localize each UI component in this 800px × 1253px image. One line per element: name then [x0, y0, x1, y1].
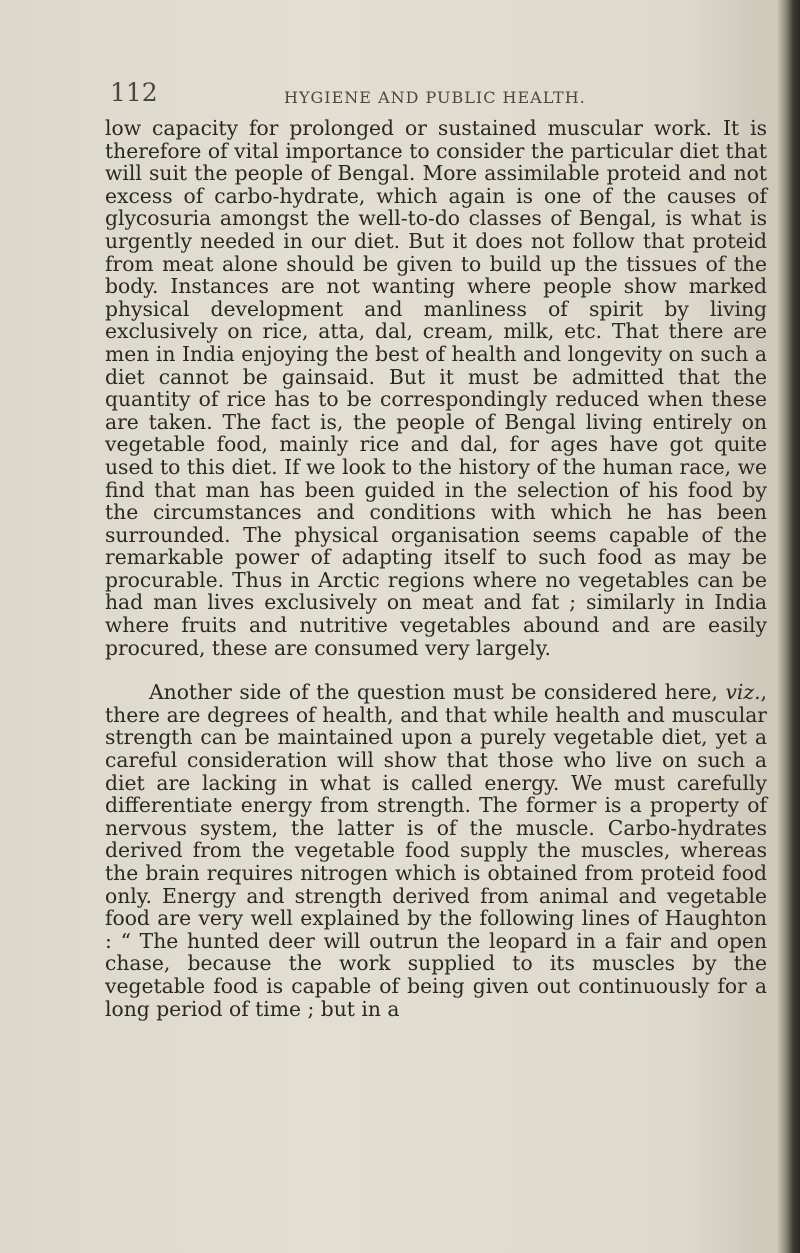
italic-viz: viz.	[725, 680, 761, 705]
page-edge-shadow	[778, 0, 800, 1253]
body-text	[105, 117, 767, 1020]
page-header	[110, 78, 770, 118]
paragraph-2	[105, 681, 767, 1020]
paragraph-1: low capacity for prolonged or sustained muscular work. It is therefore of vital importance to consider the particular diet that will suit the people of Bengal. More assimilable proteid and not excess of carbo-hydrate, which again is one of the causes of glycosuria amongst the well-to-do classes of Bengal, is what is urgently needed in our diet. But it does not follow that proteid from meat alone should be given to build up the tissues of the body. Instances are not wanting where people show marked physical development and manliness of spirit by living exclusively on rice, atta, dal, cream, milk, etc. That there are men in India enjoying the best of health and longevity on such a diet cannot be gainsaid. But it must be admitted that the quantity of rice has to be correspondingly reduced when these are taken. The fact is, the people of Bengal living entirely on vegetable food, mainly rice and dal, for ages have got quite used to this diet. If we look to the history of the human race, we find that man has been guided in the selection of his food by the circumstances and conditions with which he has been surrounded. The physical organisation seems capable of the remarkable power of adapting itself to such food as may be procurable. Thus in Arctic regions where no vegetables can be had man lives exclusively on meat and fat ; similarly in India where fruits and nutritive vegetables abound and are easily procured, these are consumed very largely.	[105, 116, 767, 660]
page-number: 112	[110, 78, 158, 107]
paragraph-2-start: Another side of the question must be considered here,	[149, 680, 726, 705]
paragraph-2-rest: , there are degrees of health, and that while health and muscular strength can be maintained upon a purely vegetable diet, yet a careful consideration will show that those who live on such a diet are lacking in what is called energy. We must carefully differentiate energy from strength. The former is a property of nervous system, the latter is of the muscle. Carbo-hydrates derived from the vegetable food supply the muscles, whereas the brain requires nitrogen which is obtained from proteid food only. Energy and strength derived from animal and vegetable food are very well explained by the following lines of Haughton : “ The hunted deer will outrun the leopard in a fair and open chase, because the work supplied to its muscles by the vegetable food is capable of being given out continuously for a long period of time ; but in a	[105, 680, 767, 1021]
running-head: HYGIENE AND PUBLIC HEALTH.	[284, 88, 586, 107]
